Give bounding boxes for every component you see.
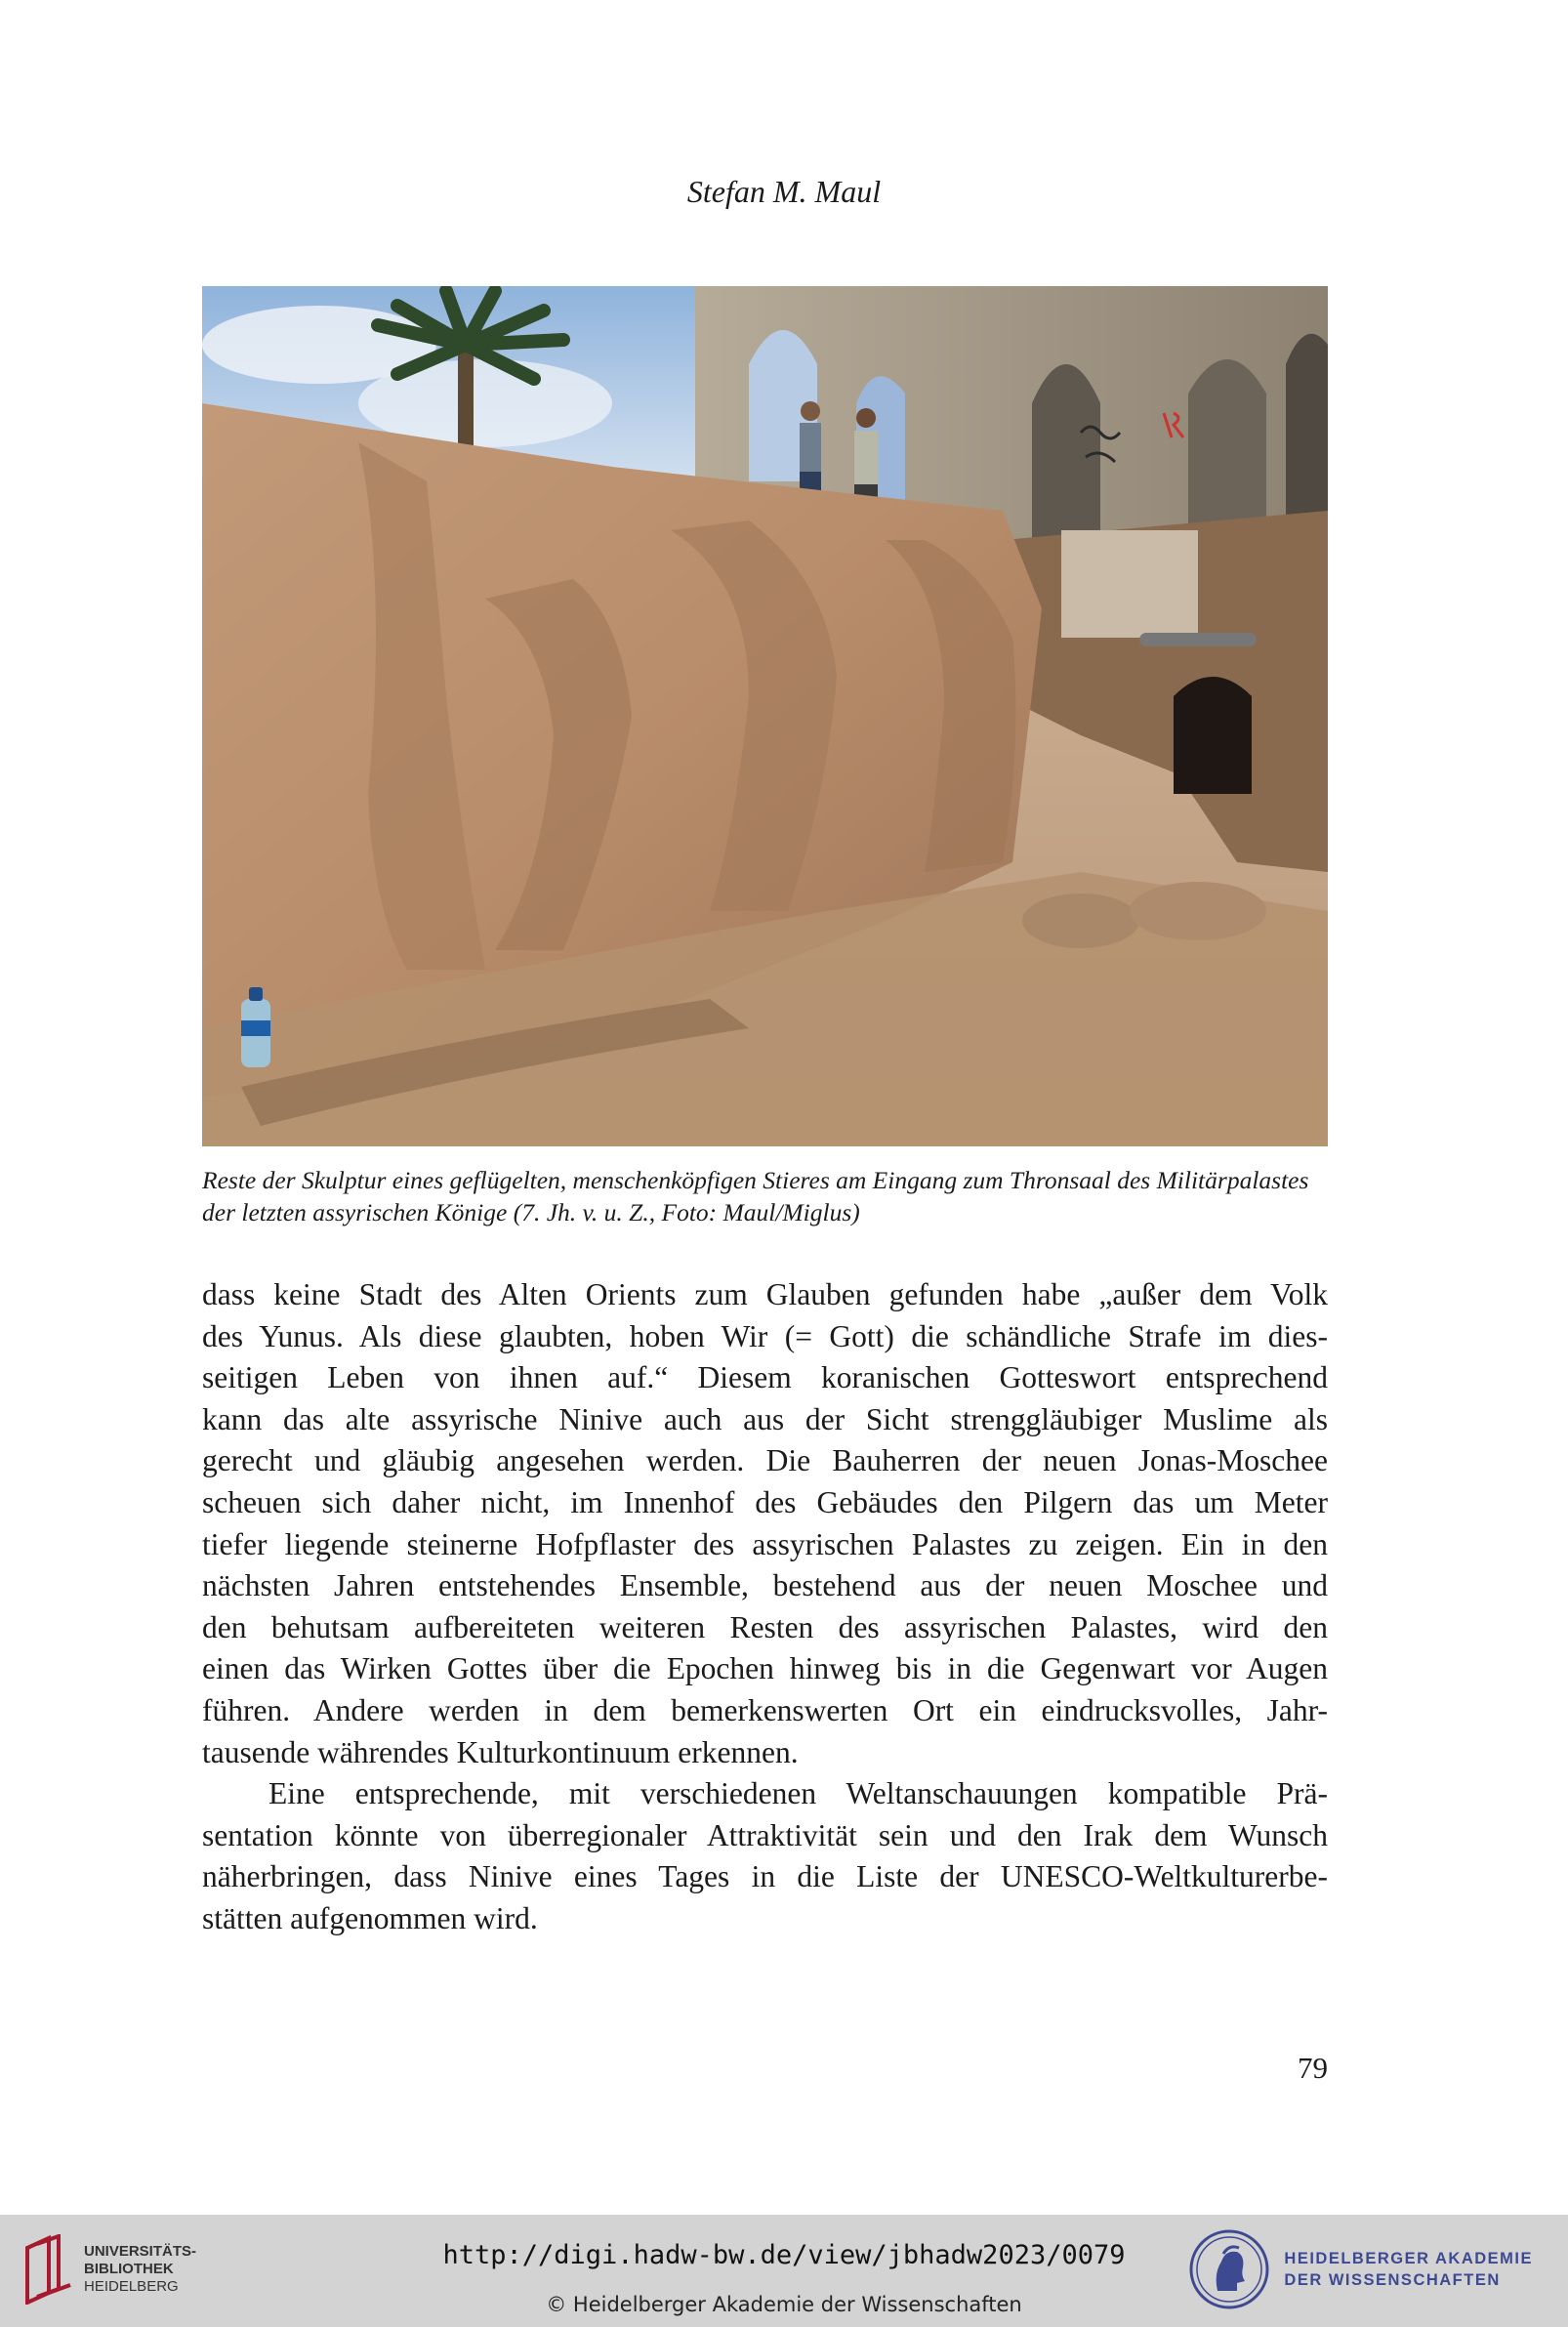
academy-seal-icon — [1188, 2228, 1270, 2310]
library-logo-text: UNIVERSITÄTS- — [84, 2243, 197, 2260]
academy-logo-text: HEIDELBERGER AKADEMIE — [1284, 2250, 1533, 2267]
body-line: näherbringen, dass Ninive eines Tages in die Liste der UNESCO-Weltkulturerbe- — [202, 1859, 1328, 1894]
body-line: des Yunus. Als diese glaubten, hoben Wir (= Gott) die schändliche Strafe im dies- — [202, 1318, 1328, 1353]
body-line: seitigen Leben von ihnen auf.“ Diesem koranischen Gotteswort entsprechend — [202, 1360, 1328, 1395]
digital-url-link[interactable]: http://digi.hadw-bw.de/view/jbhadw2023/0079 — [442, 2240, 1126, 2270]
body-line: scheuen sich daher nicht, im Innenhof des Gebäudes den Pilgern das um Meter — [202, 1484, 1328, 1519]
photo-illustration — [202, 286, 1328, 1146]
figure-caption — [202, 1164, 1328, 1228]
body-line: stätten aufgenommen wird. — [202, 1900, 538, 1935]
body-line: kann das alte assyrische Ninive auch aus der Sicht strenggläubiger Muslime als — [202, 1401, 1328, 1436]
body-line: führen. Andere werden in dem bemerkenswerten Ort ein eindrucksvolles, Jahr- — [202, 1692, 1328, 1727]
body-line: nächsten Jahren entstehendes Ensemble, bestehend aus der neuen Moschee und — [202, 1568, 1328, 1603]
library-logo-text: BIBLIOTHEK — [84, 2261, 174, 2277]
body-line: tausende währendes Kulturkontinuum erkennen. — [202, 1734, 799, 1769]
library-logo-text: HEIDELBERG — [84, 2278, 179, 2295]
body-line: Eine entsprechende, mit verschiedenen Weltanschauungen kompatible Prä- — [268, 1776, 1328, 1811]
body-line: den behutsam aufbereiteten weiteren Resten des assyrischen Palastes, wird den — [202, 1609, 1328, 1644]
copyright-notice: © Heidelberger Akademie der Wissenschaften — [546, 2293, 1022, 2316]
running-head-author: Stefan M. Maul — [686, 174, 882, 209]
caption-line: Reste der Skulptur eines geflügelten, menschenköpfigen Stieres am Eingang zum Thronsaal des Militärpalastes — [202, 1166, 1309, 1194]
footer-bar — [0, 2215, 1568, 2327]
body-line: sentation könnte von überregionaler Attraktivität sein und den Irak dem Wunsch — [202, 1817, 1328, 1852]
body-line: tiefer liegende steinerne Hofpflaster des assyrischen Palastes zu zeigen. Ein in den — [202, 1526, 1328, 1561]
excavation-photo — [202, 286, 1328, 1146]
academy-logo-text: DER WISSENSCHAFTEN — [1284, 2271, 1501, 2289]
caption-line: der letzten assyrischen Könige (7. Jh. v. u. Z., Foto: Maul/Miglus) — [202, 1198, 860, 1226]
academy-logo[interactable] — [1188, 2228, 1533, 2310]
page-number: 79 — [1298, 2051, 1328, 2085]
body-line: gerecht und gläubig angesehen werden. Die Bauherren der neuen Jonas-Moschee — [202, 1443, 1328, 1478]
body-text — [202, 1274, 1328, 1940]
body-line: dass keine Stadt des Alten Orients zum Glauben gefunden habe „außer dem Volk — [202, 1277, 1328, 1311]
body-line: einen das Wirken Gottes über die Epochen hinweg bis in die Gegenwart vor Augen — [202, 1651, 1328, 1686]
